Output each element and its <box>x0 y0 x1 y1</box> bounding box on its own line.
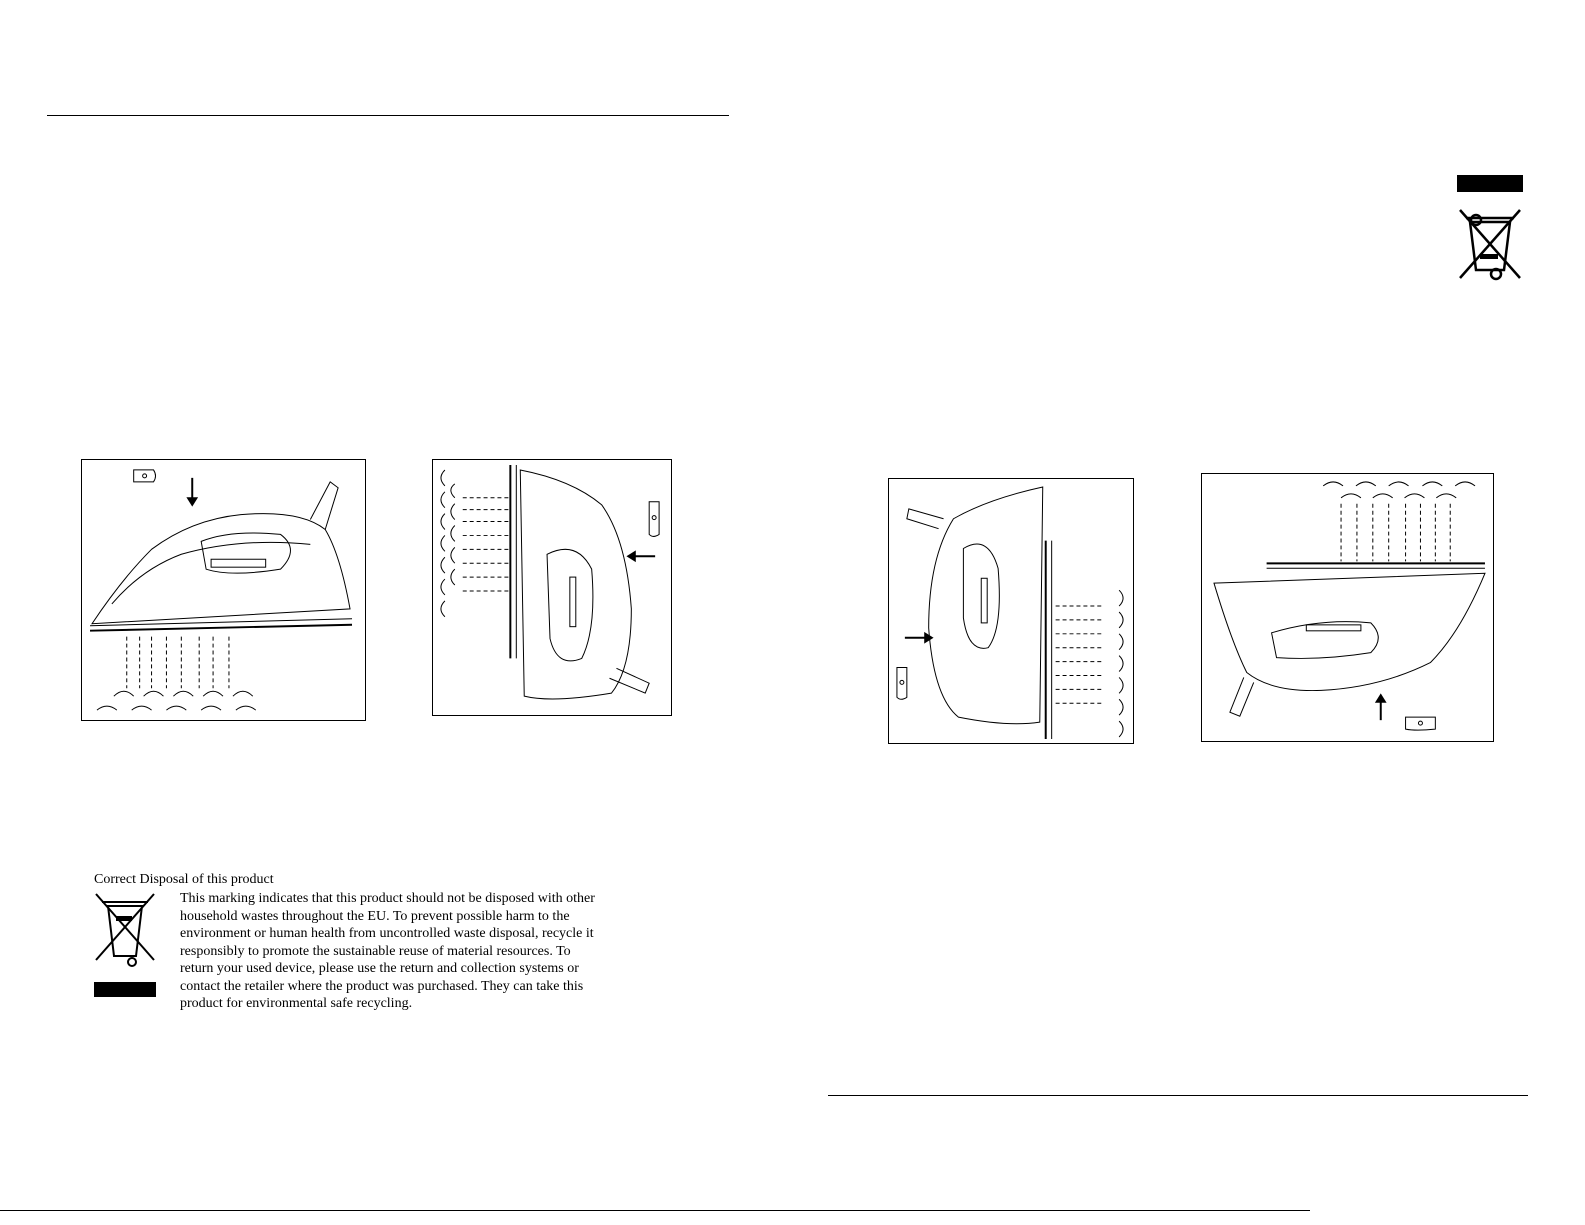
disposal-line: product for environmental safe recycling. <box>180 996 413 1011</box>
disposal-line: This marking indicates that this product should not be disposed with other <box>180 891 595 906</box>
disposal-text <box>180 890 640 1013</box>
iron-illustration <box>82 460 365 720</box>
footer-rule <box>828 1095 1528 1096</box>
disposal-line: environment or human health from uncontrolled waste disposal, recycle it <box>180 926 594 941</box>
disposal-title: Correct Disposal of this product <box>94 872 274 887</box>
figure-iron-steam-down <box>81 459 366 721</box>
disposal-line: contact the retailer where the product was purchased. They can take this <box>180 978 584 994</box>
figure-iron-steam-right <box>888 478 1134 744</box>
crossed-out-wheelie-bin-icon <box>1456 174 1524 284</box>
disposal-line: household wastes throughout the EU. To prevent possible harm to the <box>180 908 570 924</box>
iron-illustration <box>889 479 1133 743</box>
disposal-line: return your used device, please use the return and collection systems or <box>180 961 579 976</box>
page-edge-line <box>0 1210 1310 1211</box>
iron-illustration <box>433 460 671 715</box>
figure-iron-steam-up <box>1201 473 1494 742</box>
figure-iron-steam-left <box>432 459 672 716</box>
disposal-line: responsibly to promote the sustainable reuse of material resources. To <box>180 943 571 959</box>
disposal-section <box>94 872 654 1011</box>
header-rule <box>47 115 729 116</box>
crossed-out-wheelie-bin-icon <box>94 890 156 998</box>
iron-illustration <box>1202 474 1493 741</box>
